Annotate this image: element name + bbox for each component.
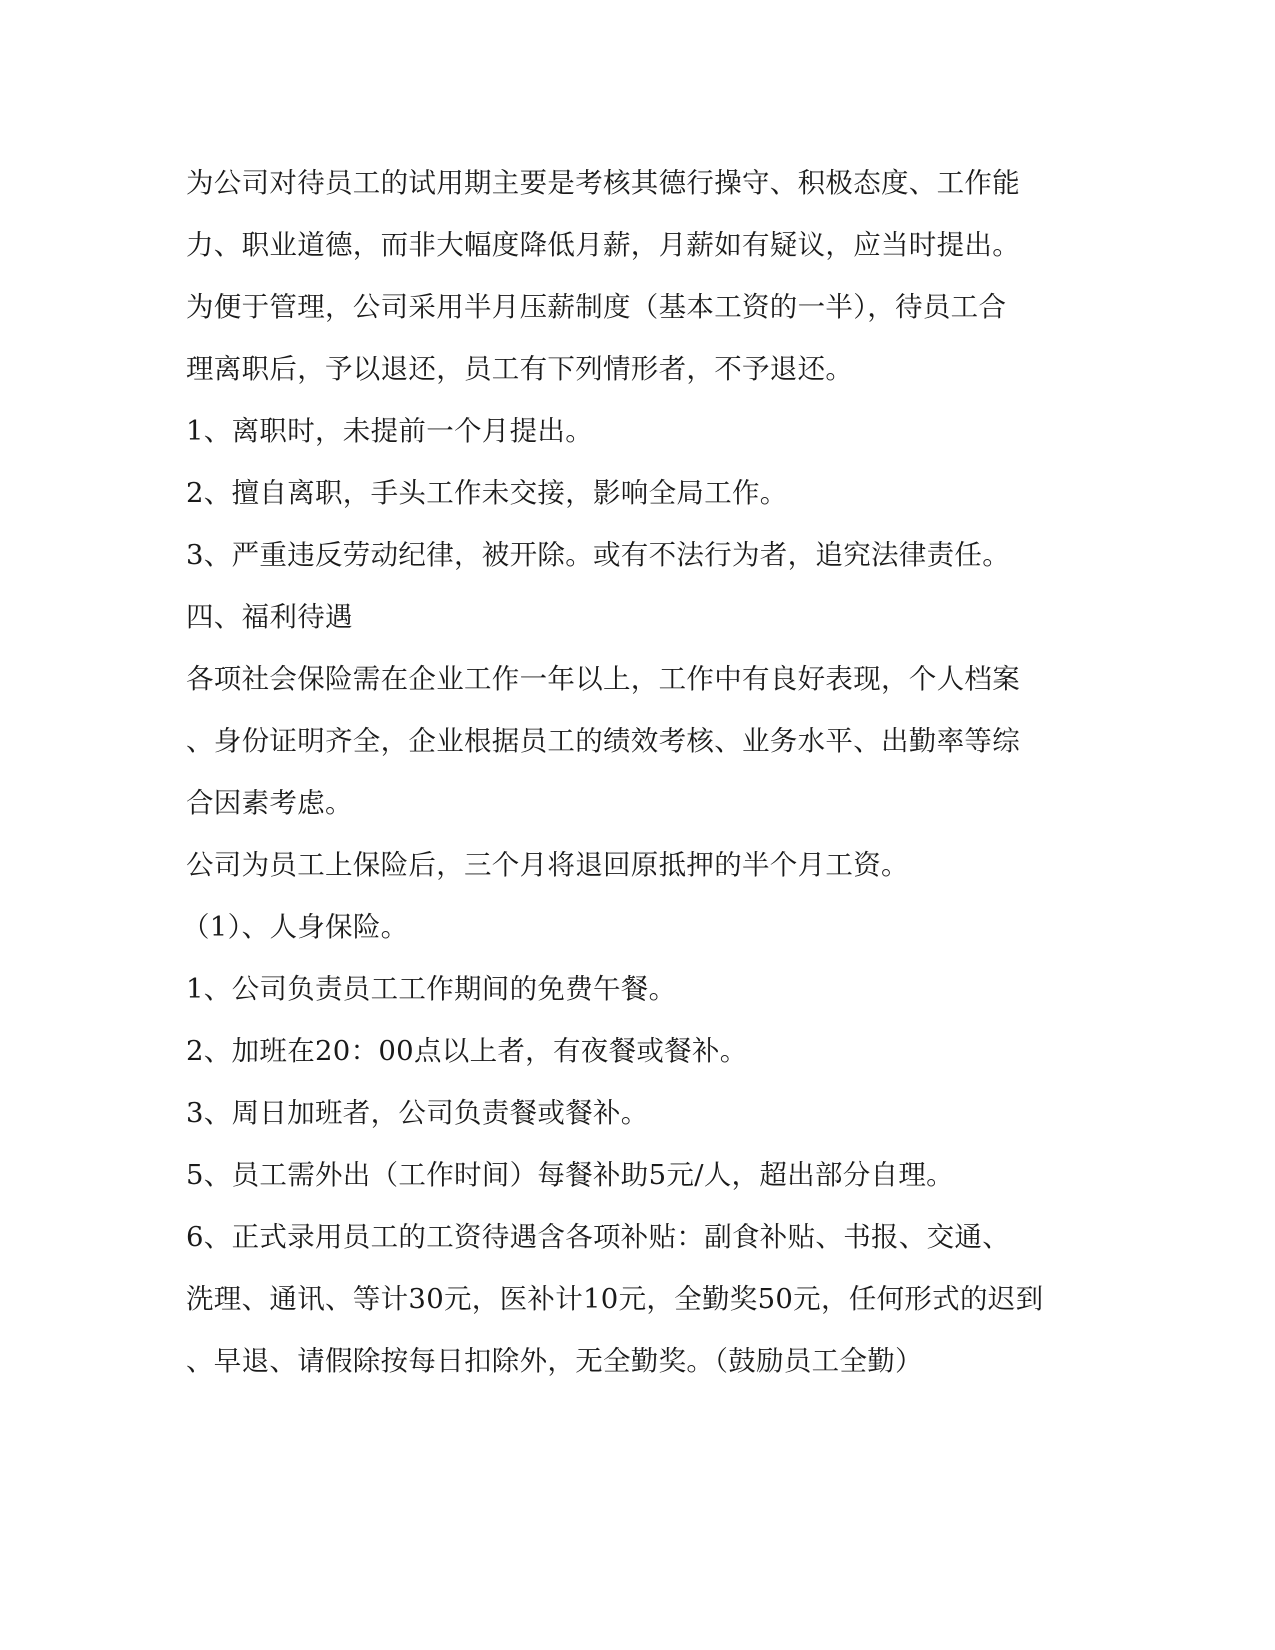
paragraph-line: 理离职后，予以退还，员工有下列情形者，不予退还。: [186, 353, 854, 385]
document-body: [182, 152, 1046, 1392]
paragraph-line: 洗理、通讯、等计30元，医补计10元，全勤奖50元，任何形式的迟到: [186, 1283, 1044, 1315]
subsection-heading: （1）、人身保险。: [182, 911, 409, 943]
section-heading: 四、福利待遇: [186, 601, 353, 633]
paragraph-line: 、早退、请假除按每日扣除外，无全勤奖。（鼓励员工全勤）: [186, 1345, 923, 1377]
paragraph-line: 为便于管理，公司采用半月压薪制度（基本工资的一半），待员工合: [186, 291, 1007, 323]
paragraph-line: 为公司对待员工的试用期主要是考核其德行操守、积极态度、工作能: [186, 167, 1020, 199]
list-item: 2、加班在20：00点以上者，有夜餐或餐补。: [186, 1035, 748, 1067]
paragraph-line: 力、职业道德，而非大幅度降低月薪，月薪如有疑议，应当时提出。: [186, 229, 1020, 261]
paragraph-line: 合因素考虑。: [186, 787, 353, 819]
list-item: 3、周日加班者，公司负责餐或餐补。: [186, 1097, 649, 1129]
list-item: 6、正式录用员工的工资待遇含各项补贴：副食补贴、书报、交通、: [186, 1221, 1010, 1253]
list-item: 2、擅自离职，手头工作未交接，影响全局工作。: [186, 477, 788, 509]
paragraph-line: 、身份证明齐全，企业根据员工的绩效考核、业务水平、出勤率等综: [186, 725, 1020, 757]
list-item: 1、离职时，未提前一个月提出。: [186, 415, 593, 447]
paragraph-line: 各项社会保险需在企业工作一年以上，工作中有良好表现，个人档案: [186, 663, 1020, 695]
list-item: 1、公司负责员工工作期间的免费午餐。: [186, 973, 677, 1005]
list-item: 5、员工需外出（工作时间）每餐补助5元/人，超出部分自理。: [186, 1159, 954, 1191]
paragraph-line: 公司为员工上保险后，三个月将退回原抵押的半个月工资。: [186, 849, 909, 881]
list-item: 3、严重违反劳动纪律，被开除。或有不法行为者，追究法律责任。: [186, 539, 1010, 571]
